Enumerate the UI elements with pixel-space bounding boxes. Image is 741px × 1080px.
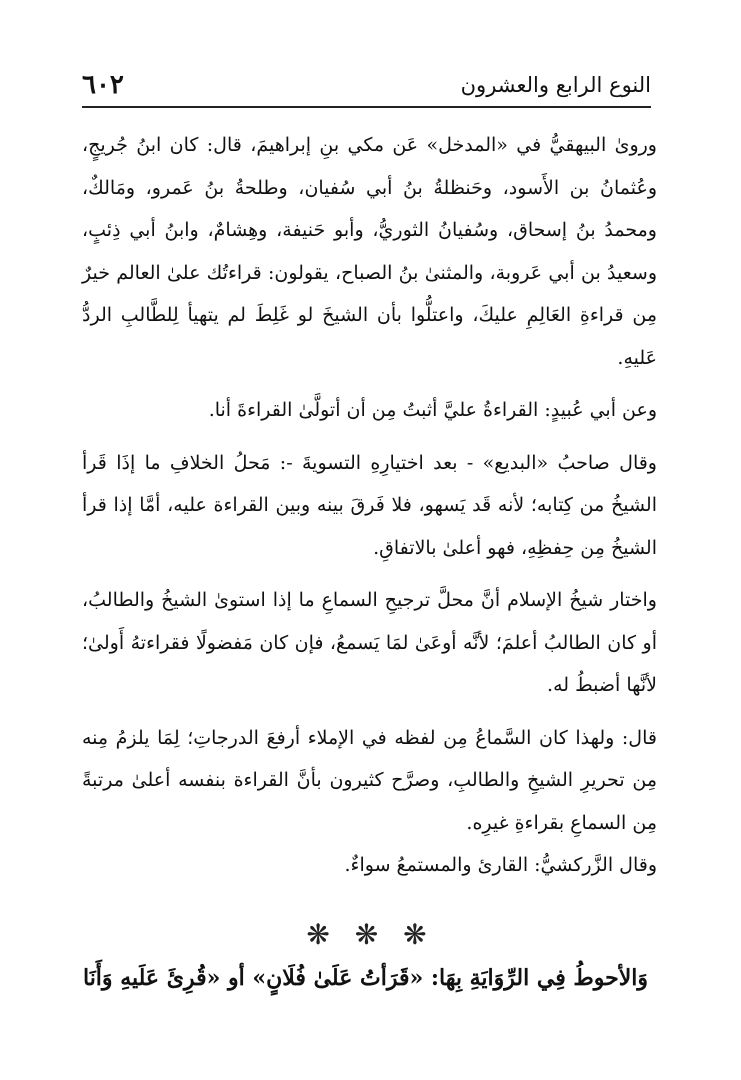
- paragraph-imla: قال: ولهذا كان السَّماعُ مِن لفظه في الإملاء أرفعَ الدرجاتِ؛ لِمَا يلزمُ مِنه مِن تحريرِ الشيخِ والطالبِ، وصرَّح كثيرون بأنَّ القراءة بنفسه أعلىٰ مرتبةً مِن السماعِ بقراءةِ غيرِه.: [82, 726, 657, 834]
- page-number: ٦٠٢: [82, 70, 124, 100]
- page-body: [82, 124, 657, 887]
- section-heading: وَالأحوطُ فِي الرِّوَايَةِ بِهَا: «قَرَأتُ عَلَىٰ فُلَانٍ» أو «قُرِئَ عَلَيهِ وَأَنَا: [82, 965, 649, 991]
- page-header: [82, 58, 651, 104]
- paragraph-abu-ubayd: وعن أبي عُبيدٍ: القراءةُ عليَّ أثبتُ مِن أن أتولَّىٰ القراءةَ أنا.: [208, 399, 657, 421]
- header-rule: [82, 106, 651, 108]
- running-title: النوع الرابع والعشرون: [460, 73, 651, 97]
- paragraph-bayhaqi: وروىٰ البيهقيُّ في «المدخل» عَن مكي بنِ إبراهيمَ، قال: كان ابنُ جُريجٍ، وعُثمانُ بن الأَسود، وحَنظلةُ بنُ أبي سُفيان، وطلحةُ بنُ عَمرو، ومَالكٌ، ومحمدُ بنُ إسحاق، وسُفيانُ الثوريُّ، وأبو حَنيفة، وهِشامٌ، وابنُ أبي ذِئبٍ، وسعيدُ بن أبي عَروبة، والمثنىٰ بنُ الصباح، يقولون: قراءتُك علىٰ العالم خيرٌ مِن قراءةِ العَالِمِ عليكَ، واعتلُّوا بأن الشيخَ لو غَلِطَ لم يتهيأ لِلطَّالبِ الردُّ عَليهِ.: [82, 134, 657, 369]
- paragraph-shaykh-al-islam: واختار شيخُ الإسلام أنَّ محلَّ ترجيحِ السماعِ ما إذا استوىٰ الشيخُ والطالبُ، أو كان الطالبُ أعلمَ؛ لأنَّه أوعَىٰ لمَا يَسمعُ، فإن كان مَفضولًا فقراءتهُ أَولىٰ؛ لأنَّها أضبطُ له.: [82, 589, 657, 696]
- paragraph-al-badi: وقال صاحبُ «البديع» - بعد اختيارِهِ التسويةَ -: مَحلُ الخلافِ ما إذَا قَرأ الشيخُ من كِتابه؛ لأنه قَد يَسهو، فلا فَرقَ بينه وبين القراءة عليه، أمَّا إذا قرأ الشيخُ مِن حِفظِهِ، فهو أعلىٰ بالاتفاقِ.: [82, 451, 657, 559]
- paragraph-zarkashi: وقال الزَّركشيُّ: القارئ والمستمعُ سواءٌ.: [344, 854, 657, 876]
- section-separator: ❋ ❋ ❋: [306, 918, 435, 951]
